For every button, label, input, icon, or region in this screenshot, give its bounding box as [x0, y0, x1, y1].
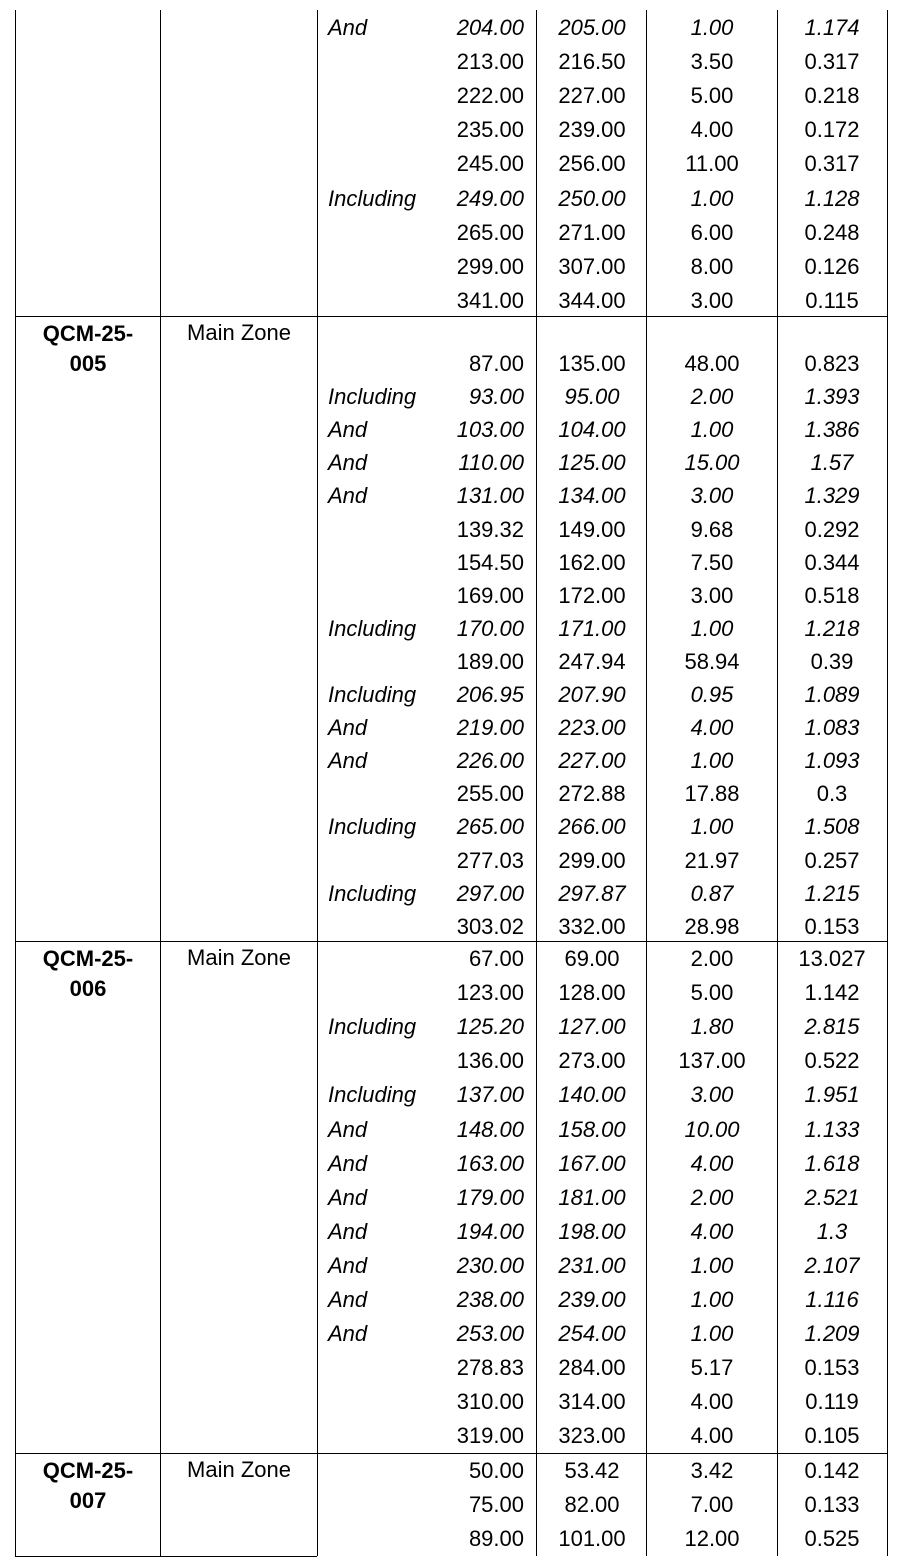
to-depth: 205.00: [558, 15, 626, 40]
to-depth: 231.00: [558, 1253, 626, 1278]
interval-qualifier: Including: [328, 616, 417, 641]
to-depth: 271.00: [558, 220, 626, 245]
grade-value: 0.153: [804, 1355, 860, 1380]
interval-length: 5.00: [690, 83, 734, 108]
to-depth: 344.00: [558, 288, 626, 313]
interval-length: 5.00: [690, 980, 734, 1005]
grade-value: 1.083: [804, 715, 860, 740]
grade-value: 1.393: [804, 384, 860, 409]
grade-value: 1.57: [810, 450, 854, 475]
grade-value: 13.027: [798, 946, 866, 971]
grade-value: 1.133: [804, 1117, 860, 1142]
from-depth: 222.00: [456, 83, 524, 108]
to-depth: 69.00: [564, 946, 620, 971]
from-depth: 67.00: [468, 946, 524, 971]
grade-value: 0.39: [810, 649, 854, 674]
interval-qualifier: And: [328, 483, 368, 508]
to-depth: 273.00: [558, 1048, 626, 1073]
interval-length: 5.17: [690, 1355, 734, 1380]
from-depth: 89.00: [468, 1526, 524, 1551]
to-depth: 134.00: [558, 483, 626, 508]
interval-length: 3.42: [690, 1458, 734, 1483]
to-depth: 314.00: [558, 1389, 626, 1414]
from-depth: 299.00: [456, 254, 524, 279]
from-depth: 169.00: [456, 583, 524, 608]
interval-length: 1.00: [690, 1253, 734, 1278]
from-depth: 136.00: [456, 1048, 524, 1073]
grade-value: 0.133: [804, 1492, 860, 1517]
from-depth: 230.00: [456, 1253, 524, 1278]
to-depth: 266.00: [558, 814, 626, 839]
interval-length: 1.00: [690, 616, 734, 641]
from-depth: 277.03: [456, 848, 524, 873]
interval-length: 12.00: [684, 1526, 740, 1551]
grade-value: 1.174: [804, 15, 860, 40]
from-depth: 125.20: [456, 1014, 524, 1039]
interval-qualifier: And: [328, 1287, 368, 1312]
interval-qualifier: And: [328, 450, 368, 475]
grade-value: 1.951: [804, 1082, 860, 1107]
to-depth: 162.00: [558, 550, 626, 575]
column-divider: [536, 10, 537, 1556]
to-depth: 250.00: [558, 186, 626, 211]
to-depth: 272.88: [558, 781, 626, 806]
grade-value: 2.815: [804, 1014, 860, 1039]
to-depth: 227.00: [558, 748, 626, 773]
interval-length: 1.00: [690, 748, 734, 773]
interval-length: 4.00: [690, 117, 734, 142]
from-depth: 341.00: [456, 288, 524, 313]
to-depth: 323.00: [558, 1423, 626, 1448]
grade-value: 1.618: [804, 1151, 860, 1176]
column-divider: [317, 10, 318, 1556]
from-depth: 75.00: [468, 1492, 524, 1517]
interval-qualifier: And: [328, 1117, 368, 1142]
grade-value: 0.119: [805, 1389, 859, 1414]
interval-length: 21.97: [684, 848, 740, 873]
interval-length: 6.00: [690, 220, 734, 245]
table-bottom-border: [15, 1556, 317, 1557]
interval-qualifier: And: [328, 748, 368, 773]
to-depth: 140.00: [558, 1082, 626, 1107]
column-divider: [646, 10, 647, 1556]
from-depth: 303.02: [456, 914, 524, 939]
grade-value: 0.126: [804, 254, 860, 279]
grade-value: 0.142: [804, 1458, 860, 1483]
grade-value: 0.218: [804, 83, 860, 108]
zone-name: Main Zone: [187, 320, 291, 345]
interval-length: 1.00: [690, 15, 734, 40]
from-depth: 189.00: [456, 649, 524, 674]
grade-value: 1.142: [804, 980, 860, 1005]
from-depth: 238.00: [456, 1287, 524, 1312]
grade-value: 0.292: [804, 517, 860, 542]
section-divider: [15, 316, 887, 317]
to-depth: 181.00: [558, 1185, 626, 1210]
grade-value: 0.115: [805, 288, 859, 313]
to-depth: 227.00: [558, 83, 626, 108]
from-depth: 310.00: [456, 1389, 524, 1414]
grade-value: 0.172: [804, 117, 860, 142]
section-divider: [15, 941, 887, 942]
grade-value: 2.521: [804, 1185, 860, 1210]
to-depth: 299.00: [558, 848, 626, 873]
drill-hole-id: 005: [69, 351, 107, 376]
to-depth: 82.00: [564, 1492, 620, 1517]
drill-hole-id: QCM-25-: [42, 1458, 134, 1483]
grade-value: 0.248: [804, 220, 860, 245]
interval-qualifier: Including: [328, 682, 417, 707]
from-depth: 137.00: [456, 1082, 524, 1107]
grade-value: 0.3: [816, 781, 848, 806]
zone-name: Main Zone: [187, 945, 291, 970]
from-depth: 204.00: [456, 15, 524, 40]
to-depth: 101.00: [558, 1526, 626, 1551]
to-depth: 167.00: [558, 1151, 626, 1176]
interval-length: 0.95: [690, 682, 734, 707]
interval-length: 3.00: [690, 1082, 734, 1107]
to-depth: 256.00: [558, 151, 626, 176]
interval-length: 1.00: [690, 1321, 734, 1346]
interval-length: 137.00: [678, 1048, 746, 1073]
to-depth: 149.00: [558, 517, 626, 542]
grade-value: 1.3: [816, 1219, 848, 1244]
interval-qualifier: Including: [328, 1082, 417, 1107]
interval-length: 10.00: [684, 1117, 740, 1142]
from-depth: 226.00: [456, 748, 524, 773]
interval-length: 1.00: [690, 186, 734, 211]
from-depth: 319.00: [456, 1423, 524, 1448]
from-depth: 103.00: [456, 417, 524, 442]
interval-length: 11.00: [685, 151, 739, 176]
to-depth: 95.00: [564, 384, 620, 409]
from-depth: 265.00: [456, 220, 524, 245]
column-divider: [15, 10, 16, 1556]
interval-length: 2.00: [690, 946, 734, 971]
interval-qualifier: Including: [328, 814, 417, 839]
interval-qualifier: Including: [328, 1014, 417, 1039]
interval-qualifier: And: [328, 1253, 368, 1278]
interval-length: 9.68: [690, 517, 734, 542]
interval-qualifier: And: [328, 15, 368, 40]
from-depth: 87.00: [468, 351, 524, 376]
from-depth: 139.32: [456, 517, 524, 542]
from-depth: 50.00: [468, 1458, 524, 1483]
interval-qualifier: Including: [328, 384, 417, 409]
from-depth: 245.00: [456, 151, 524, 176]
from-depth: 170.00: [456, 616, 524, 641]
interval-length: 3.00: [690, 288, 734, 313]
interval-length: 4.00: [690, 1389, 734, 1414]
from-depth: 206.95: [456, 682, 524, 707]
grade-value: 0.317: [804, 151, 860, 176]
to-depth: 247.94: [558, 649, 626, 674]
interval-length: 2.00: [690, 384, 734, 409]
to-depth: 254.00: [558, 1321, 626, 1346]
interval-length: 1.80: [690, 1014, 734, 1039]
grade-value: 0.105: [804, 1423, 860, 1448]
to-depth: 104.00: [558, 417, 626, 442]
from-depth: 163.00: [456, 1151, 524, 1176]
interval-qualifier: Including: [328, 881, 417, 906]
grade-value: 0.525: [804, 1526, 860, 1551]
grade-value: 0.153: [804, 914, 860, 939]
drill-hole-id: 006: [69, 976, 107, 1001]
to-depth: 53.42: [564, 1458, 620, 1483]
column-divider: [887, 10, 888, 1556]
to-depth: 198.00: [558, 1219, 626, 1244]
grade-value: 1.329: [804, 483, 860, 508]
to-depth: 307.00: [558, 254, 626, 279]
to-depth: 127.00: [558, 1014, 626, 1039]
grade-value: 1.089: [804, 682, 860, 707]
from-depth: 93.00: [468, 384, 524, 409]
grade-value: 0.518: [804, 583, 860, 608]
grade-value: 0.317: [804, 49, 860, 74]
interval-qualifier: And: [328, 1321, 368, 1346]
from-depth: 110.00: [458, 450, 524, 475]
interval-qualifier: And: [328, 1151, 368, 1176]
to-depth: 216.50: [558, 49, 626, 74]
interval-qualifier: And: [328, 715, 368, 740]
to-depth: 207.90: [558, 682, 626, 707]
interval-length: 17.88: [684, 781, 740, 806]
to-depth: 128.00: [558, 980, 626, 1005]
to-depth: 332.00: [558, 914, 626, 939]
from-depth: 265.00: [456, 814, 524, 839]
grade-value: 1.508: [804, 814, 860, 839]
interval-length: 2.00: [690, 1185, 734, 1210]
from-depth: 219.00: [456, 715, 524, 740]
from-depth: 123.00: [456, 980, 524, 1005]
interval-qualifier: And: [328, 417, 368, 442]
from-depth: 297.00: [456, 881, 524, 906]
interval-length: 3.00: [690, 583, 734, 608]
interval-length: 7.50: [690, 550, 734, 575]
interval-length: 8.00: [690, 254, 734, 279]
from-depth: 148.00: [456, 1117, 524, 1142]
drill-hole-id: 007: [69, 1488, 107, 1513]
to-depth: 223.00: [558, 715, 626, 740]
from-depth: 131.00: [456, 483, 524, 508]
drill-hole-id: QCM-25-: [42, 321, 134, 346]
grade-value: 2.107: [804, 1253, 860, 1278]
interval-length: 1.00: [690, 814, 734, 839]
interval-length: 48.00: [684, 351, 740, 376]
zone-name: Main Zone: [187, 1457, 291, 1482]
column-divider: [160, 10, 161, 1556]
interval-length: 4.00: [690, 715, 734, 740]
to-depth: 158.00: [558, 1117, 626, 1142]
interval-qualifier: Including: [328, 186, 417, 211]
grade-value: 0.344: [804, 550, 860, 575]
interval-length: 4.00: [690, 1151, 734, 1176]
section-divider: [15, 1453, 887, 1454]
interval-length: 3.50: [690, 49, 734, 74]
interval-length: 4.00: [690, 1219, 734, 1244]
from-depth: 213.00: [456, 49, 524, 74]
to-depth: 239.00: [558, 117, 626, 142]
grade-value: 0.823: [804, 351, 860, 376]
drill-hole-id: QCM-25-: [42, 946, 134, 971]
to-depth: 171.00: [558, 616, 626, 641]
from-depth: 253.00: [456, 1321, 524, 1346]
from-depth: 255.00: [456, 781, 524, 806]
from-depth: 235.00: [456, 117, 524, 142]
interval-length: 1.00: [690, 417, 734, 442]
grade-value: 1.218: [804, 616, 860, 641]
to-depth: 172.00: [558, 583, 626, 608]
from-depth: 179.00: [456, 1185, 524, 1210]
grade-value: 1.128: [804, 186, 860, 211]
interval-qualifier: And: [328, 1185, 368, 1210]
grade-value: 0.522: [804, 1048, 860, 1073]
from-depth: 154.50: [456, 550, 524, 575]
from-depth: 249.00: [456, 186, 524, 211]
interval-length: 15.00: [684, 450, 740, 475]
to-depth: 297.87: [558, 881, 626, 906]
from-depth: 278.83: [456, 1355, 524, 1380]
interval-length: 4.00: [690, 1423, 734, 1448]
to-depth: 135.00: [558, 351, 626, 376]
grade-value: 1.116: [805, 1287, 859, 1312]
column-divider: [777, 10, 778, 1556]
to-depth: 239.00: [558, 1287, 626, 1312]
grade-value: 1.093: [804, 748, 860, 773]
interval-length: 58.94: [684, 649, 740, 674]
interval-length: 7.00: [690, 1492, 734, 1517]
interval-length: 1.00: [690, 1287, 734, 1312]
interval-length: 0.87: [690, 881, 734, 906]
grade-value: 0.257: [804, 848, 860, 873]
interval-qualifier: And: [328, 1219, 368, 1244]
grade-value: 1.386: [804, 417, 860, 442]
from-depth: 194.00: [456, 1219, 524, 1244]
interval-length: 28.98: [684, 914, 740, 939]
grade-value: 1.215: [804, 881, 860, 906]
to-depth: 284.00: [558, 1355, 626, 1380]
grade-value: 1.209: [804, 1321, 860, 1346]
interval-length: 3.00: [690, 483, 734, 508]
to-depth: 125.00: [558, 450, 626, 475]
